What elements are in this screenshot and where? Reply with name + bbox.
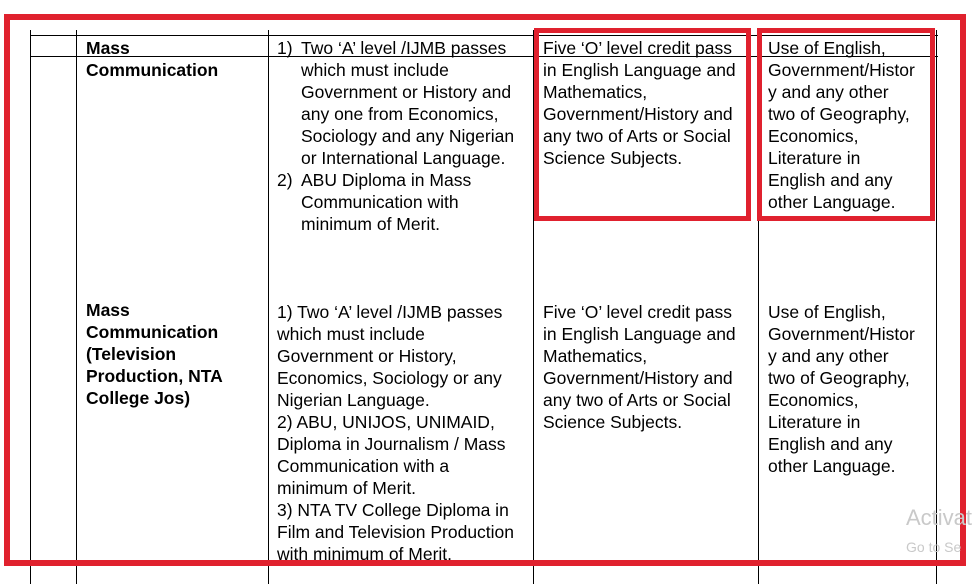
requirement-line: or International Language. bbox=[301, 148, 506, 168]
course-name-line: Mass bbox=[86, 300, 130, 320]
requirement-line: Government or History and bbox=[301, 82, 512, 102]
requirement-line: ABU Diploma in Mass bbox=[301, 170, 472, 190]
requirement-line: with minimum of Merit. bbox=[277, 544, 453, 564]
requirement-line: Sociology and any Nigerian bbox=[301, 126, 515, 146]
subject-line: two of Geography, bbox=[768, 368, 910, 388]
olevel-line: any two of Arts or Social bbox=[543, 126, 731, 146]
requirement-line: Communication with bbox=[301, 192, 459, 212]
course-name-line: Communication bbox=[86, 60, 219, 80]
olevel-line: Five ‘O’ level credit pass bbox=[543, 302, 732, 322]
subject-line: Government/Histor bbox=[768, 60, 915, 80]
subject-line: English and any bbox=[768, 170, 893, 190]
subject-line: two of Geography, bbox=[768, 104, 910, 124]
requirement-line: which must include bbox=[277, 324, 425, 344]
olevel-line: in English Language and bbox=[543, 324, 736, 344]
requirement-line: 3) NTA TV College Diploma in bbox=[277, 500, 509, 520]
requirement-line: minimum of Merit. bbox=[301, 214, 441, 234]
requirement-item bbox=[277, 169, 514, 235]
olevel-line: any two of Arts or Social bbox=[543, 390, 731, 410]
course-name-line: Production, NTA bbox=[86, 366, 223, 386]
olevel-line: in English Language and bbox=[543, 60, 736, 80]
olevel-requirements bbox=[543, 37, 736, 169]
subject-line: Use of English, bbox=[768, 302, 886, 322]
olevel-requirements bbox=[543, 301, 736, 433]
requirement-line: Two ‘A’ level /IJMB passes bbox=[301, 38, 507, 58]
course-name-mass-communication bbox=[86, 37, 218, 81]
subject-line: Economics, bbox=[768, 126, 859, 146]
requirement-line: Nigerian Language. bbox=[277, 390, 430, 410]
subject-line: Literature in bbox=[768, 148, 861, 168]
olevel-line: Five ‘O’ level credit pass bbox=[543, 38, 732, 58]
course-name-line: Mass bbox=[86, 38, 130, 58]
requirement-line: Film and Television Production bbox=[277, 522, 515, 542]
olevel-line: Mathematics, bbox=[543, 346, 648, 366]
activation-watermark: Activat bbox=[906, 505, 973, 530]
requirement-line: Communication with a bbox=[277, 456, 450, 476]
olevel-line: Mathematics, bbox=[543, 82, 648, 102]
course-name-line: Communication bbox=[86, 322, 219, 342]
column-divider-4 bbox=[758, 30, 759, 584]
column-divider-1 bbox=[76, 30, 77, 584]
column-divider-3 bbox=[533, 30, 534, 584]
course-name-line: (Television bbox=[86, 344, 177, 364]
requirement-item bbox=[277, 37, 514, 169]
requirement-line: any one from Economics, bbox=[301, 104, 499, 124]
subject-line: other Language. bbox=[768, 456, 896, 476]
olevel-line: Science Subjects. bbox=[543, 148, 683, 168]
subject-line: English and any bbox=[768, 434, 893, 454]
requirement-line: Diploma in Journalism / Mass bbox=[277, 434, 506, 454]
item-number: 1) bbox=[277, 38, 293, 58]
requirement-line: minimum of Merit. bbox=[277, 478, 417, 498]
requirement-line: 2) ABU, UNIJOS, UNIMAID, bbox=[277, 412, 495, 432]
subject-line: Use of English, bbox=[768, 38, 886, 58]
subject-line: y and any other bbox=[768, 82, 889, 102]
course-name-line: College Jos) bbox=[86, 388, 191, 408]
subject-line: Government/Histor bbox=[768, 324, 915, 344]
olevel-line: Government/History and bbox=[543, 104, 733, 124]
utme-subjects bbox=[768, 301, 915, 477]
column-divider-5 bbox=[936, 30, 937, 584]
requirement-line: Government or History, bbox=[277, 346, 457, 366]
requirements-list bbox=[277, 37, 514, 235]
requirement-line: 1) Two ‘A’ level /IJMB passes bbox=[277, 302, 503, 322]
table-top-border bbox=[30, 35, 938, 36]
subject-line: y and any other bbox=[768, 346, 889, 366]
subject-line: Economics, bbox=[768, 390, 859, 410]
item-number: 2) bbox=[277, 170, 293, 190]
requirement-line: Economics, Sociology or any bbox=[277, 368, 502, 388]
column-divider-0 bbox=[30, 30, 31, 584]
column-divider-2 bbox=[268, 30, 269, 584]
direct-entry-requirements bbox=[277, 301, 514, 565]
utme-subjects bbox=[768, 37, 915, 213]
olevel-line: Government/History and bbox=[543, 368, 733, 388]
utme-requirements bbox=[277, 37, 514, 235]
requirement-line: which must include bbox=[301, 60, 449, 80]
course-name-mass-communication-tv bbox=[86, 299, 223, 409]
subject-line: other Language. bbox=[768, 192, 896, 212]
subject-line: Literature in bbox=[768, 412, 861, 432]
olevel-line: Science Subjects. bbox=[543, 412, 683, 432]
activation-watermark-sub: Go to Se bbox=[906, 539, 962, 555]
